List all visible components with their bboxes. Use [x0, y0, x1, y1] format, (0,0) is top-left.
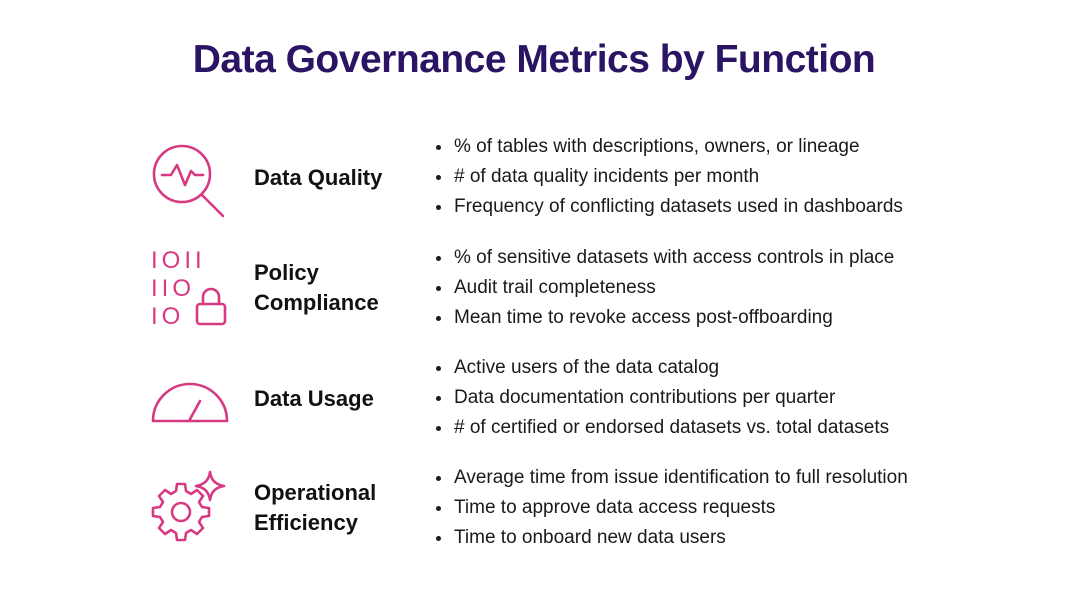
metric-list — [434, 463, 908, 553]
row-label: Operational Efficiency — [254, 480, 377, 535]
list-item: Time to onboard new data users — [434, 523, 908, 553]
list-item: Time to approve data access requests — [434, 493, 908, 523]
row-label: Data Usage — [254, 386, 374, 411]
magnifier-pulse-icon — [148, 138, 232, 222]
list-item: Mean time to revoke access post-offboarding — [434, 303, 894, 333]
metric-row-policy-compliance — [0, 243, 1068, 343]
list-item: Average time from issue identification to full resolution — [434, 463, 908, 493]
binary-row-2: IIO — [151, 275, 196, 302]
binary-lock-icon — [148, 245, 232, 329]
metric-list — [434, 243, 894, 333]
metric-row-operational-efficiency — [0, 463, 1068, 563]
metric-row-data-usage — [0, 353, 1068, 453]
list-item: Active users of the data catalog — [434, 353, 889, 383]
gear-sparkle-icon — [148, 467, 232, 551]
binary-row-1: IOII — [151, 247, 206, 274]
row-label: Data Quality — [254, 165, 383, 190]
row-label: Policy Compliance — [254, 260, 379, 315]
metric-list — [434, 353, 889, 443]
page-title: Data Governance Metrics by Function — [192, 38, 876, 81]
binary-row-3: IO — [151, 303, 185, 329]
metric-row-data-quality — [0, 132, 1068, 232]
list-item: # of data quality incidents per month — [434, 162, 903, 192]
list-item: % of sensitive datasets with access controls in place — [434, 243, 894, 273]
gauge-icon — [148, 359, 232, 443]
list-item: Frequency of conflicting datasets used in dashboards — [434, 192, 903, 222]
metric-list — [434, 132, 903, 222]
list-item: Data documentation contributions per quarter — [434, 383, 889, 413]
list-item: # of certified or endorsed datasets vs. total datasets — [434, 413, 889, 443]
list-item: Audit trail completeness — [434, 273, 894, 303]
list-item: % of tables with descriptions, owners, or lineage — [434, 132, 903, 162]
